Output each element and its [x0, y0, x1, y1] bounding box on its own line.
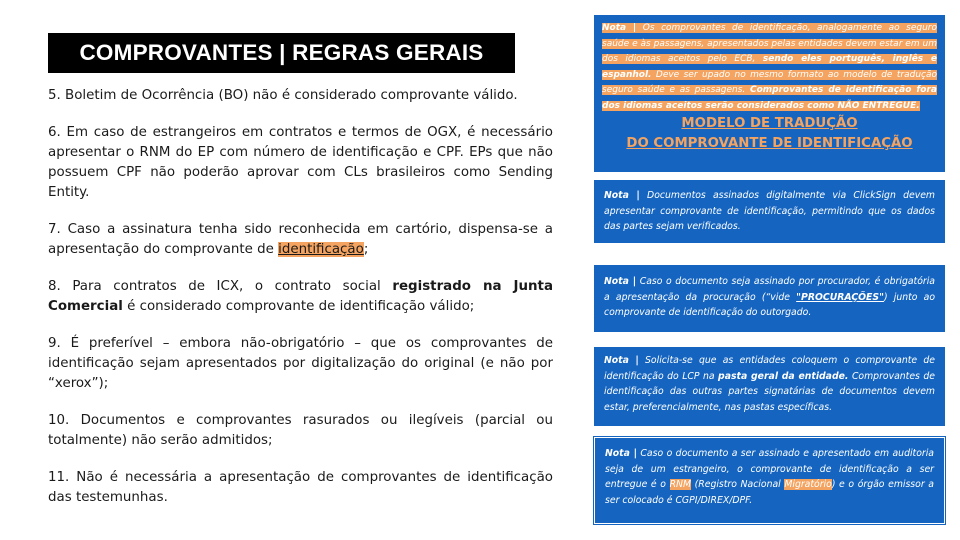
rule-5: 5. Boletim de Ocorrência (BO) não é considerado comprovante válido. — [48, 88, 518, 103]
note-estrangeiro — [594, 437, 945, 524]
rule-8-end: é considerado comprovante de identificação válido; — [122, 299, 475, 314]
rule-10: 10. Documentos e comprovantes rasurados ou ilegíveis (parcial ou totalmente) não serão admitidos; — [48, 413, 553, 448]
note-translation-warning: Comprovantes de identificação fora dos idiomas aceitos serão considerados como NÃO ENTREGUE. — [602, 85, 937, 111]
note-pasta-geral — [594, 347, 945, 426]
note-pasta-text: Solicita-se que as entidades coloquem o comprovante de identificação do LCP na — [604, 355, 935, 382]
note-translation-body: Os comprovantes de identificação, analogamente ao seguro saúde e às passagens, apresentados pelas entidades devem estar em um dos idiomas aceitos pelo ECB, — [602, 23, 937, 64]
rule-7-end: ; — [363, 242, 369, 257]
note-clicksign — [594, 180, 945, 243]
rules-list — [48, 86, 553, 525]
note-estrangeiro-migratorio: Migratório — [784, 479, 832, 490]
rule-7 — [48, 220, 553, 260]
note-procurador — [594, 265, 945, 332]
rule-7-highlight: identificação — [278, 242, 364, 257]
note-pasta-bold: pasta geral da entidade. — [718, 370, 849, 382]
note-translation-text — [602, 21, 937, 114]
note-procurador-end: ) junto ao comprovante de identificação do outorgado. — [604, 291, 936, 318]
note-label: Nota | — [602, 23, 637, 33]
note-label: Nota | — [605, 448, 637, 459]
rule-8-text: 8. Para contratos de ICX, o contrato social — [48, 279, 393, 294]
procuracoes-link[interactable]: "PROCURAÇÕES" — [796, 291, 884, 303]
note-estrangeiro-text: Caso o documento a ser assinado e apresentado em auditoria seja de um estrangeiro, o comprovante de identificação a ser entregue é o — [605, 448, 934, 490]
note-clicksign-text: Documentos assinados digitalmente via ClickSign devem apresentar comprovante de identificação, permitindo que os dados das partes sejam verificados. — [604, 190, 935, 232]
rule-7-text: 7. Caso a assinatura tenha sido reconhecida em cartório, dispensa-se a apresentação do comprovante de — [48, 222, 553, 257]
page-title: COMPROVANTES | REGRAS GERAIS — [48, 33, 515, 73]
note-estrangeiro-rnm: RNM — [669, 479, 692, 490]
note-procurador-text: Caso o documento seja assinado por procurador, é obrigatória a apresentação da procuração (“vide — [604, 276, 935, 303]
note-pasta-end: Comprovantes de identificação das outras partes signatárias de documentos devem estar, preferencialmente, nas pastas específicas. — [604, 370, 935, 413]
translation-model-link-line2[interactable]: DO COMPROVANTE DE IDENTIFICAÇÃO — [626, 136, 913, 151]
note-estrangeiro-mid: (Registro Nacional — [691, 479, 785, 490]
rule-8 — [48, 277, 553, 317]
note-translation-languages: sendo eles português, inglês e espanhol. — [602, 54, 937, 80]
rule-8-bold: registrado na Junta Comercial — [48, 279, 553, 314]
note-label: Nota | — [604, 276, 637, 287]
note-label: Nota | — [604, 355, 639, 366]
rule-11: 11. Não é necessária a apresentação de comprovantes de identificação das testemunhas. — [48, 470, 553, 505]
note-translation-body-2: Deve ser upado no mesmo formato ao modelo de tradução seguro saúde e as passagens. — [602, 69, 937, 95]
translation-model-link[interactable] — [602, 114, 937, 154]
note-translation — [594, 15, 945, 172]
note-label: Nota | — [604, 190, 640, 201]
rule-9: 9. É preferível – embora não-obrigatório – que os comprovantes de identificação sejam apresentados por digitalização do original (e não por “xerox”); — [48, 336, 553, 391]
rule-6: 6. Em caso de estrangeiros em contratos e termos de OGX, é necessário apresentar o RNM do EP com número de identificação e CPF. EPs que não possuem CPF não poderão aprovar com CLs brasileiros como Sending Entity. — [48, 125, 553, 200]
note-estrangeiro-end: ) e o órgão emissor a ser colocado é CGPI/DIREX/DPF. — [605, 479, 934, 506]
translation-model-link-line1[interactable]: MODELO DE TRADUÇÃO — [681, 116, 858, 131]
